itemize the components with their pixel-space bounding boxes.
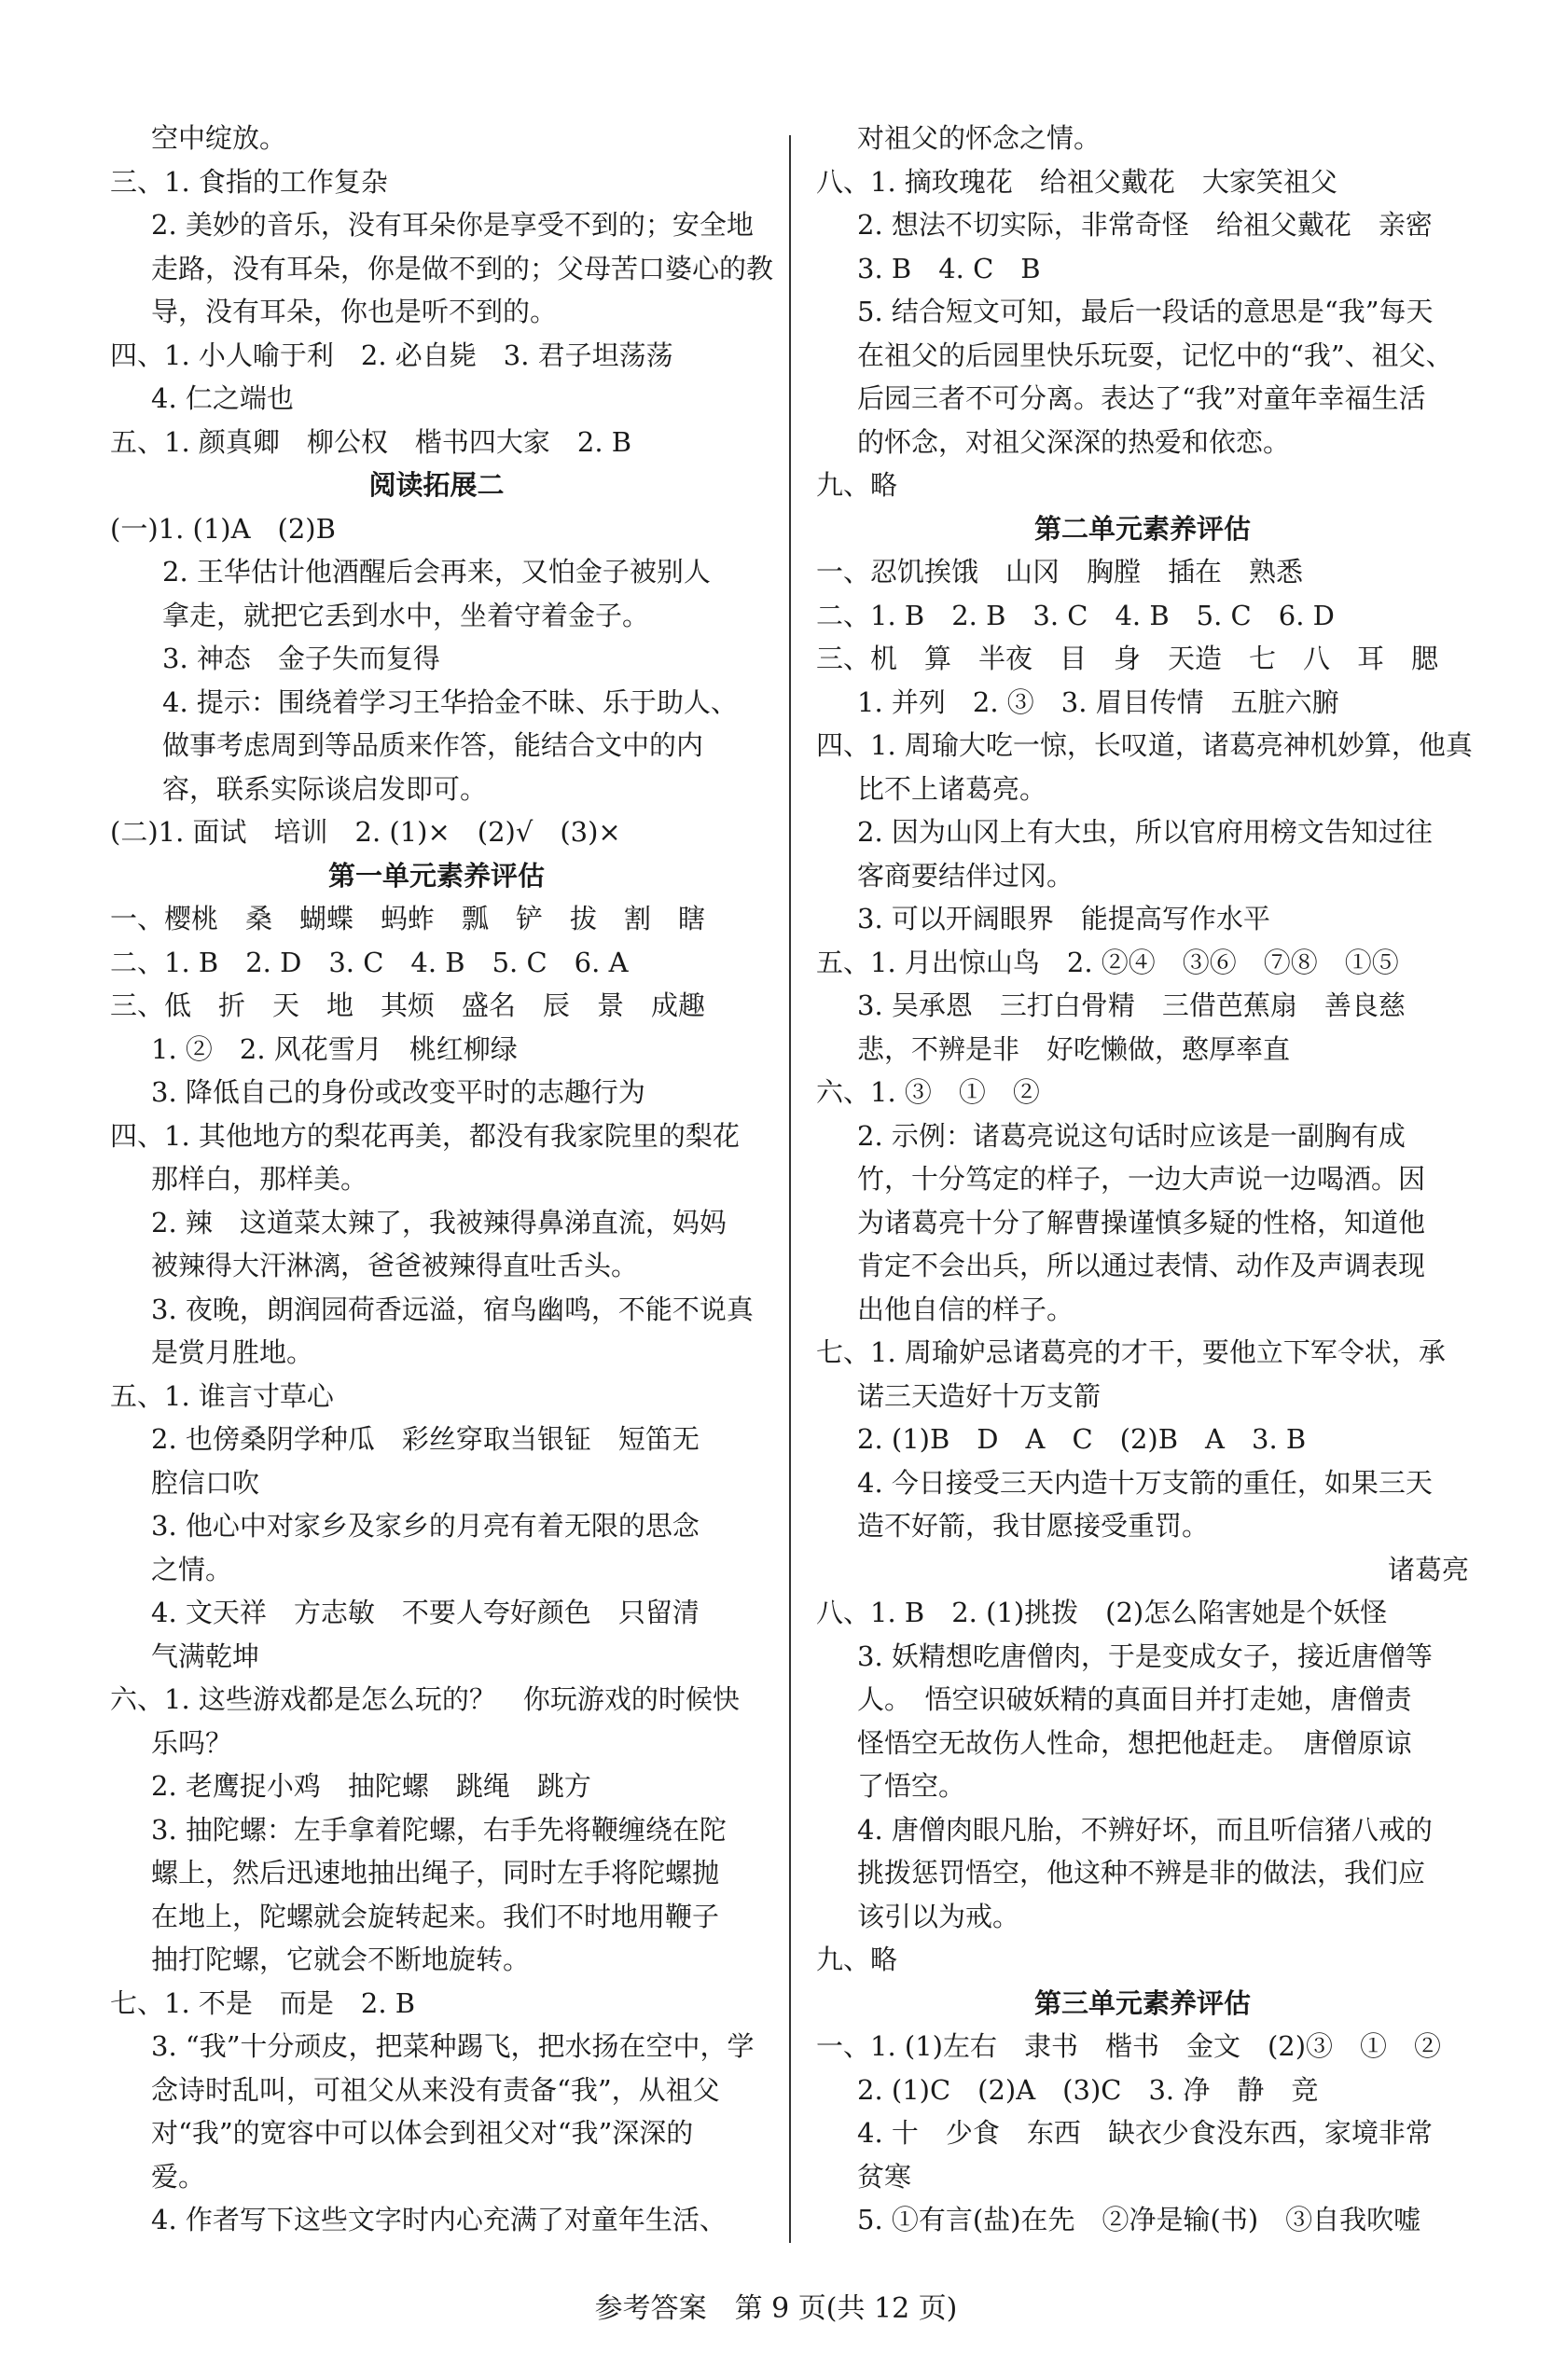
answer-line: 六、1. ③ ① ② — [816, 1076, 1040, 1108]
answer-line: 4. 今日接受三天内造十万支箭的重任，如果三天 — [857, 1466, 1433, 1499]
answer-line: 一、1. (1)左右 隶书 楷书 金文 (2)③ ① ② — [816, 2030, 1442, 2062]
answer-line: 2. 老鹰捉小鸡 抽陀螺 跳绳 跳方 — [151, 1770, 591, 1802]
answer-line: 3. 他心中对家乡及家乡的月亮有着无限的思念 — [151, 1510, 700, 1542]
answer-line: 3. “我”十分顽皮，把菜种踢飞，把水扬在空中，学 — [151, 2030, 755, 2062]
answer-line: (二)1. 面试 培训 2. (1)× (2)√ (3)× — [110, 816, 621, 848]
answer-line: 1. 并列 2. ③ 3. 眉目传情 五脏六腑 — [857, 685, 1339, 718]
answer-line: 2. 王华估计他酒醒后会再来，又怕金子被别人 — [162, 556, 711, 588]
left-column — [110, 117, 774, 2242]
answer-line: 三、1. 食指的工作复杂 — [110, 165, 388, 198]
answer-line: (一)1. (1)A (2)B — [110, 512, 336, 545]
answer-line: 3. 降低自己的身份或改变平时的志趣行为 — [151, 1076, 645, 1108]
answer-line: 做事考虑周到等品质来作答，能结合文中的内 — [162, 729, 704, 761]
answer-line: 之情。 — [151, 1553, 233, 1585]
answer-line: 七、1. 周瑜妒忌诸葛亮的才干，要他立下军令状，承 — [816, 1336, 1446, 1368]
answer-line: 造不好箭，我甘愿接受重罚。 — [857, 1510, 1210, 1542]
answer-line: 肯定不会出兵，所以通过表情、动作及声调表现 — [857, 1250, 1426, 1281]
answer-line: 4. 唐僧肉眼凡胎，不辨好坏，而且听信猪八戒的 — [857, 1813, 1433, 1846]
answer-line: 二、1. B 2. D 3. C 4. B 5. C 6. A — [110, 946, 629, 978]
answer-line: 三、低 折 天 地 其烦 盛名 辰 景 成趣 — [110, 989, 706, 1021]
answer-line: 挑拨惩罚悟空，他这种不辨是非的做法，我们应 — [857, 1857, 1426, 1889]
answer-line: 竹，十分笃定的样子，一边大声说一边喝酒。因 — [857, 1163, 1426, 1195]
answer-line: 了悟空。 — [857, 1770, 966, 1802]
answer-line: 2. 想法不切实际，非常奇怪 给祖父戴花 亲密 — [857, 209, 1433, 241]
answer-line: 一、忍饥挨饿 山冈 胸膛 插在 熟悉 — [816, 556, 1304, 588]
answer-line: 后园三者不可分离。表达了“我”对童年幸福生活 — [857, 382, 1426, 414]
answer-line: 3. 神态 金子失而复得 — [162, 643, 440, 674]
answer-line: 在地上，陀螺就会旋转起来。我们不时地用鞭子 — [151, 1900, 720, 1932]
section-heading: 阅读拓展二 — [368, 469, 505, 501]
answer-line: 对“我”的宽容中可以体会到祖父对“我”深深的 — [151, 2117, 694, 2149]
answer-line: 2. 因为山冈上有大虫，所以官府用榜文告知过往 — [857, 816, 1433, 848]
answer-line: 3. B 4. C B — [857, 252, 1041, 284]
answer-line: 拿走，就把它丢到水中，坐着守着金子。 — [162, 599, 650, 631]
answer-line: 悲，不辨是非 好吃懒做，憨厚率直 — [857, 1032, 1291, 1065]
answer-line: 4. 十 少食 东西 缺衣少食没东西，家境非常 — [857, 2117, 1433, 2149]
answer-line: 四、1. 小人喻于利 2. 必自毙 3. 君子坦荡荡 — [110, 339, 673, 371]
answer-line: 那样白，那样美。 — [151, 1163, 368, 1195]
answer-line: 2. 美妙的音乐，没有耳朵你是享受不到的；安全地 — [151, 209, 754, 241]
answer-line: 导，没有耳朵，你也是听不到的。 — [151, 296, 558, 327]
answer-line: 三、机 算 半夜 目 身 天造 七 八 耳 腮 — [816, 643, 1439, 674]
column-divider — [789, 135, 791, 2243]
answer-line: 2. 也傍桑阴学种瓜 彩丝穿取当银钲 短笛无 — [151, 1423, 700, 1455]
answer-line: 九、略 — [816, 1944, 898, 1975]
answer-line: 七、1. 不是 而是 2. B — [110, 1986, 416, 2019]
answer-line: 比不上诸葛亮。 — [857, 772, 1047, 805]
answer-line: 走路，没有耳朵，你是做不到的；父母苦口婆心的教 — [151, 252, 774, 284]
answer-line: 5. 结合短文可知，最后一段话的意思是“我”每天 — [857, 296, 1434, 327]
answer-line: 怪悟空无故伤人性命，想把他赶走。 唐僧原谅 — [857, 1726, 1412, 1759]
answer-line: 被辣得大汗淋漓，爸爸被辣得直吐舌头。 — [151, 1250, 639, 1281]
right-column — [816, 117, 1473, 2242]
answer-line: 为诸葛亮十分了解曹操谨慎多疑的性格，知道他 — [857, 1206, 1426, 1238]
answer-line: 该引以为戒。 — [857, 1900, 1020, 1932]
answer-line: 出他自信的样子。 — [857, 1293, 1074, 1325]
answer-line: 是赏月胜地。 — [151, 1336, 314, 1368]
answer-line: 2. 示例：诸葛亮说这句话时应该是一副胸有成 — [857, 1119, 1406, 1152]
section-heading: 第一单元素养评估 — [327, 859, 545, 892]
answer-line: 客商要结伴过冈。 — [857, 859, 1074, 892]
answer-line: 九、略 — [816, 469, 898, 501]
answer-line: 诸葛亮 — [1387, 1553, 1469, 1585]
answer-line: 2. (1)C (2)A (3)C 3. 净 静 竞 — [857, 2073, 1319, 2106]
answer-line: 五、1. 谁言寸草心 — [110, 1379, 334, 1412]
answer-line: 4. 仁之端也 — [151, 382, 294, 414]
answer-line: 抽打陀螺，它就会不断地旋转。 — [151, 1944, 531, 1975]
answer-line: 4. 文天祥 方志敏 不要人夸好颜色 只留清 — [151, 1597, 700, 1628]
answer-line: 四、1. 周瑜大吃一惊，长叹道，诸葛亮神机妙算，他真 — [816, 729, 1473, 761]
answer-line: 四、1. 其他地方的梨花再美，都没有我家院里的梨花 — [110, 1119, 740, 1152]
answer-line: 人。 悟空识破妖精的真面目并打走她，唐僧责 — [857, 1683, 1412, 1715]
answer-line: 乐吗？ — [151, 1726, 233, 1759]
answer-line: 5. ①有言(盐)在先 ②净是输(书) ③自我吹嘘 — [857, 2204, 1421, 2235]
answer-line: 五、1. 月出惊山鸟 2. ②④ ③⑥ ⑦⑧ ①⑤ — [816, 946, 1399, 978]
answer-line: 五、1. 颜真卿 柳公权 楷书四大家 2. B — [110, 425, 632, 458]
answer-line: 八、1. 摘玫瑰花 给祖父戴花 大家笑祖父 — [816, 165, 1337, 198]
answer-line: 气满乾坤 — [151, 1640, 260, 1672]
answer-line: 六、1. 这些游戏都是怎么玩的？ 你玩游戏的时候快 — [110, 1683, 740, 1715]
answer-line: 4. 提示：围绕着学习王华拾金不昧、乐于助人、 — [162, 685, 738, 718]
section-heading: 第三单元素养评估 — [1033, 1986, 1251, 2019]
answer-line: 2. 辣 这道菜太辣了，我被辣得鼻涕直流，妈妈 — [151, 1206, 727, 1238]
answer-line: 二、1. B 2. B 3. C 4. B 5. C 6. D — [816, 599, 1335, 631]
answer-line: 容，联系实际谈启发即可。 — [162, 772, 488, 805]
answer-line: 一、樱桃 桑 蝴蝶 蚂蚱 瓢 铲 拔 割 瞎 — [110, 903, 706, 934]
answer-line: 空中绽放。 — [151, 122, 287, 154]
answer-line: 3. 抽陀螺：左手拿着陀螺，右手先将鞭缠绕在陀 — [151, 1813, 727, 1846]
answer-line: 在祖父的后园里快乐玩耍，记忆中的“我”、祖父、 — [857, 339, 1453, 371]
answer-line: 爱。 — [151, 2160, 206, 2193]
answer-line: 对祖父的怀念之情。 — [857, 122, 1102, 154]
section-heading: 第二单元素养评估 — [1033, 512, 1251, 545]
answer-line: 的怀念，对祖父深深的热爱和依恋。 — [857, 425, 1291, 458]
answer-line: 3. 可以开阔眼界 能提高写作水平 — [857, 903, 1270, 934]
answer-line: 腔信口吹 — [151, 1466, 260, 1499]
answer-line: 1. ② 2. 风花雪月 桃红柳绿 — [151, 1032, 518, 1065]
answer-line: 3. 妖精想吃唐僧肉，于是变成女子，接近唐僧等 — [857, 1640, 1433, 1672]
answer-line: 螺上，然后迅速地抽出绳子，同时左手将陀螺抛 — [151, 1857, 720, 1889]
page-footer: 参考答案 第 9 页(共 12 页) — [594, 2292, 958, 2325]
answer-line: 3. 吴承恩 三打白骨精 三借芭蕉扇 善良慈 — [857, 989, 1406, 1021]
answer-line: 4. 作者写下这些文字时内心充满了对童年生活、 — [151, 2204, 727, 2235]
answer-line: 八、1. B 2. (1)挑拨 (2)怎么陷害她是个妖怪 — [816, 1597, 1388, 1628]
answer-line: 念诗时乱叫，可祖父从来没有责备“我”，从祖父 — [151, 2073, 720, 2106]
answer-line: 2. (1)B D A C (2)B A 3. B — [857, 1423, 1307, 1455]
answer-line: 诺三天造好十万支箭 — [857, 1379, 1102, 1412]
answer-line: 贫寒 — [857, 2160, 912, 2193]
answer-line: 3. 夜晚，朗润园荷香远溢，宿鸟幽鸣，不能不说真 — [151, 1293, 754, 1325]
